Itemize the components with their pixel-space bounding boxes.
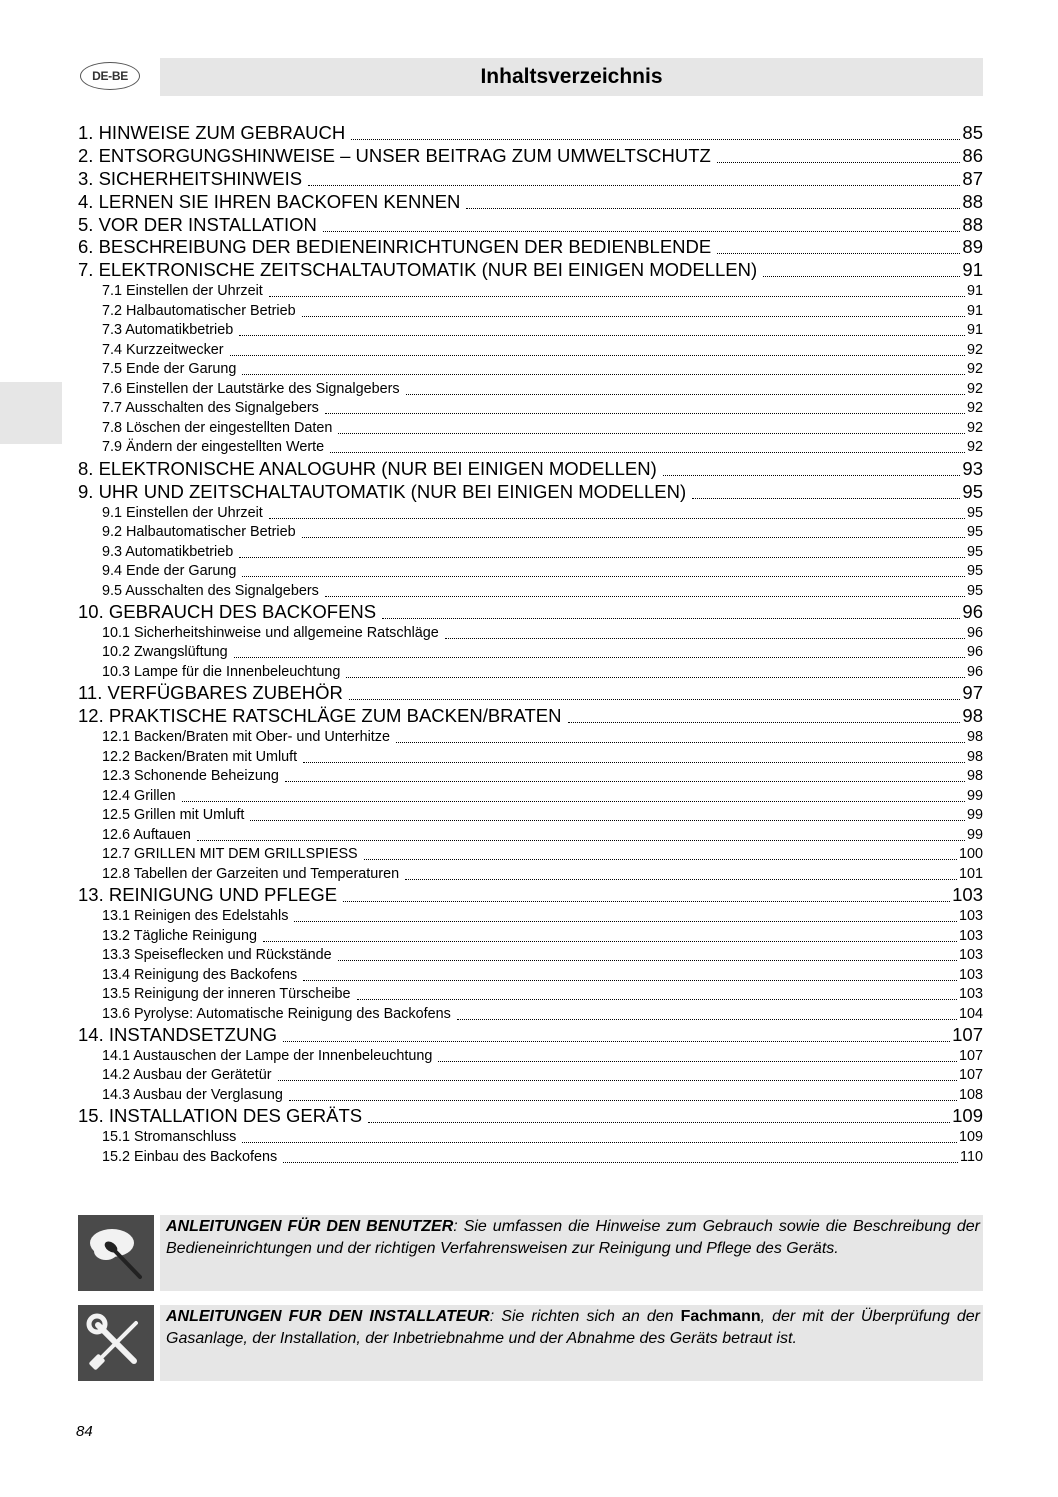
toc-entry-title: 9.2 Halbautomatischer Betrieb — [102, 524, 296, 541]
toc-page-number: 95 — [966, 524, 983, 541]
toc-leader-dots — [364, 845, 957, 860]
toc-entry-title: 13.1 Reinigen des Edelstahls — [102, 908, 289, 925]
toc-section[interactable] — [78, 360, 983, 380]
toc-entry-title: 7.5 Ende der Garung — [102, 361, 237, 378]
toc-leader-dots — [343, 884, 950, 902]
toc-leader-dots — [346, 663, 965, 678]
toc-chapter[interactable] — [78, 481, 983, 504]
toc-page-number: 85 — [962, 122, 983, 143]
toc-chapter[interactable] — [78, 214, 983, 237]
toc-section[interactable] — [78, 1086, 983, 1106]
toc-section[interactable] — [78, 523, 983, 543]
toc-leader-dots — [230, 341, 965, 356]
toc-section[interactable] — [78, 582, 983, 602]
toc-entry-title: 5. VOR DER INSTALLATION — [78, 213, 317, 235]
page-title-text: Inhaltsverzeichnis — [480, 65, 663, 88]
side-tab-marker — [0, 382, 62, 444]
toc-entry-title: 4. LERNEN SIE IHREN BACKOFEN KENNEN — [78, 190, 461, 212]
toc-section[interactable] — [78, 341, 983, 361]
toc-page-number: 96 — [966, 663, 983, 680]
toc-entry-title: 6. BESCHREIBUNG DER BEDIENEINRICHTUNGEN DER BEDIENBLENDE — [78, 236, 712, 258]
toc-entry-title: 12.8 Tabellen der Garzeiten und Temperaturen — [102, 865, 400, 882]
toc-page-number: 107 — [952, 1024, 983, 1046]
toc-leader-dots — [717, 236, 960, 254]
toc-entry-title: 2. ENTSORGUNGSHINWEISE – UNSER BEITRAG ZUM UMWELTSCHUTZ — [78, 144, 711, 166]
toc-page-number: 103 — [958, 966, 983, 983]
toc-page-number: 103 — [958, 908, 983, 925]
toc-entry-title: 12.5 Grillen mit Umluft — [102, 807, 245, 824]
toc-leader-dots — [303, 966, 957, 981]
toc-entry-title: 15. INSTALLATION DES GERÄTS — [78, 1105, 363, 1127]
toc-entry-title: 7.1 Einstellen der Uhrzeit — [102, 283, 263, 300]
toc-page-number: 98 — [962, 705, 983, 727]
toc-page-number: 93 — [962, 457, 983, 479]
toc-entry-title: 12.2 Backen/Braten mit Umluft — [102, 748, 298, 765]
toc-page-number: 95 — [962, 480, 983, 502]
toc-leader-dots — [303, 748, 965, 763]
toc-page-number: 98 — [966, 729, 983, 746]
toc-entry-title: 12.7 GRILLEN MIT DEM GRILLSPIESS — [102, 846, 358, 863]
user-instructions-body: : Sie umfassen die Hinweise zum Gebrauch sowie die Beschreibung der Bedieneinrichtungen und der richtigen Verfahrensweisen zur Reinigung und Pflege des Geräts. — [166, 1218, 981, 1257]
toc-leader-dots — [717, 145, 961, 163]
toc-section[interactable] — [78, 865, 983, 885]
toc-section[interactable] — [78, 806, 983, 826]
toc-leader-dots — [302, 523, 965, 538]
toc-entry-title: 14.2 Ausbau der Gerätetür — [102, 1067, 272, 1084]
toc-entry-title: 7.9 Ändern der eingestellten Werte — [102, 439, 325, 456]
toc-page-number: 103 — [952, 884, 983, 906]
toc-entry-title: 12.3 Schonende Beheizung — [102, 768, 279, 785]
toc-page-number: 97 — [962, 682, 983, 704]
toc-section[interactable] — [78, 419, 983, 439]
table-of-contents — [78, 122, 983, 1167]
toc-chapter[interactable] — [78, 601, 983, 624]
toc-entry-title: 14.1 Austauschen der Lampe der Innenbeleuchtung — [102, 1047, 433, 1064]
toc-page-number: 98 — [966, 748, 983, 765]
toc-section[interactable] — [78, 438, 983, 458]
toc-page-number: 107 — [958, 1067, 983, 1084]
toc-leader-dots — [294, 907, 957, 922]
toc-page-number: 92 — [966, 439, 983, 456]
toc-leader-dots — [466, 191, 960, 209]
toc-leader-dots — [438, 1047, 957, 1062]
toc-entry-title: 13.2 Tägliche Reinigung — [102, 927, 257, 944]
page-title — [160, 58, 983, 96]
toc-entry-title: 10.1 Sicherheitshinweise und allgemeine Ratschläge — [102, 624, 439, 641]
toc-leader-dots — [283, 1024, 950, 1042]
toc-page-number: 92 — [966, 400, 983, 417]
toc-page-number: 99 — [966, 826, 983, 843]
toc-leader-dots — [239, 543, 965, 558]
toc-page-number: 100 — [958, 846, 983, 863]
toc-section[interactable] — [78, 643, 983, 663]
toc-section[interactable] — [78, 302, 983, 322]
toc-entry-title: 13.6 Pyrolyse: Automatische Reinigung des Backofens — [102, 1005, 451, 1022]
toc-entry-title: 9.5 Ausschalten des Signalgebers — [102, 582, 319, 599]
toc-chapter[interactable] — [78, 191, 983, 214]
toc-page-number: 91 — [966, 283, 983, 300]
installer-instructions-text — [160, 1305, 983, 1381]
toc-leader-dots — [197, 826, 965, 841]
toc-section[interactable] — [78, 845, 983, 865]
toc-entry-title: 7.7 Ausschalten des Signalgebers — [102, 400, 319, 417]
toc-section[interactable] — [78, 504, 983, 524]
toc-page-number: 110 — [960, 1148, 983, 1165]
toc-page-number: 91 — [962, 259, 983, 281]
toc-section[interactable] — [78, 907, 983, 927]
toc-page-number: 95 — [966, 543, 983, 560]
user-instructions-text — [160, 1215, 983, 1291]
toc-section[interactable] — [78, 728, 983, 748]
toc-entry-title: 7.3 Automatikbetrieb — [102, 322, 234, 339]
toc-section[interactable] — [78, 946, 983, 966]
toc-section[interactable] — [78, 767, 983, 787]
toc-leader-dots — [330, 438, 965, 453]
toc-page-number: 89 — [962, 236, 983, 258]
toc-leader-dots — [234, 643, 965, 658]
toc-leader-dots — [663, 458, 961, 476]
toc-page-number: 109 — [958, 1129, 983, 1146]
toc-entry-title: 12.6 Auftauen — [102, 826, 191, 843]
toc-chapter[interactable] — [78, 1024, 983, 1047]
toc-section[interactable] — [78, 1066, 983, 1086]
toc-leader-dots — [338, 419, 965, 434]
toc-page-number: 88 — [962, 190, 983, 212]
toc-entry-title: 14. INSTANDSETZUNG — [78, 1024, 278, 1046]
toc-entry-title: 7.8 Löschen der eingestellten Daten — [102, 419, 333, 436]
toc-entry-title: 12. PRAKTISCHE RATSCHLÄGE ZUM BACKEN/BRATEN — [78, 705, 562, 727]
toc-section[interactable] — [78, 1047, 983, 1067]
toc-page-number: 91 — [966, 322, 983, 339]
toc-leader-dots — [357, 985, 957, 1000]
installer-instructions-body-2: , der mit der Überprüfung der Gasanlage, der Installation, der Inbetriebnahme und der Abnahme des Geräts betraut ist. — [166, 1308, 980, 1347]
wrench-screwdriver-icon — [78, 1305, 154, 1381]
toc-section[interactable] — [78, 663, 983, 683]
toc-entry-title: 7.4 Kurzzeitwecker — [102, 341, 224, 358]
toc-page-number: 95 — [966, 563, 983, 580]
toc-page-number: 98 — [966, 768, 983, 785]
toc-leader-dots — [182, 787, 965, 802]
toc-page-number: 104 — [958, 1005, 983, 1022]
toc-entry-title: 8. ELEKTRONISCHE ANALOGUHR (NUR BEI EINIGEN MODELLEN) — [78, 457, 657, 479]
toc-page-number: 96 — [966, 644, 983, 661]
toc-chapter[interactable] — [78, 236, 983, 259]
toc-section[interactable] — [78, 1005, 983, 1025]
toc-leader-dots — [351, 122, 960, 140]
toc-entry-title: 10. GEBRAUCH DES BACKOFENS — [78, 601, 377, 623]
toc-page-number: 92 — [966, 419, 983, 436]
toc-page-number: 99 — [966, 787, 983, 804]
toc-entry-title: 3. SICHERHEITSHINWEIS — [78, 167, 303, 189]
user-instructions-note — [78, 1215, 983, 1291]
toc-entry-title: 9.1 Einstellen der Uhrzeit — [102, 504, 263, 521]
installer-instructions-note — [78, 1305, 983, 1381]
toc-chapter[interactable] — [78, 682, 983, 705]
toc-leader-dots — [285, 767, 965, 782]
toc-page-number: 91 — [966, 302, 983, 319]
toc-chapter[interactable] — [78, 259, 983, 282]
toc-leader-dots — [269, 282, 965, 297]
installer-instructions-body-1: : Sie richten sich an den — [489, 1308, 681, 1325]
toc-chapter[interactable] — [78, 122, 983, 145]
toc-section[interactable] — [78, 1148, 983, 1168]
toc-page-number: 101 — [958, 865, 983, 882]
toc-chapter[interactable] — [78, 168, 983, 191]
toc-page-number: 86 — [962, 144, 983, 166]
toc-entry-title: 7.2 Halbautomatischer Betrieb — [102, 302, 296, 319]
toc-section[interactable] — [78, 927, 983, 947]
toc-leader-dots — [368, 1105, 950, 1123]
spoon-icon — [78, 1215, 154, 1291]
toc-section[interactable] — [78, 985, 983, 1005]
toc-leader-dots — [457, 1005, 957, 1020]
toc-page-number: 109 — [952, 1105, 983, 1127]
toc-section[interactable] — [78, 624, 983, 644]
toc-entry-title: 7. ELEKTRONISCHE ZEITSCHALTAUTOMATIK (NUR BEI EINIGEN MODELLEN) — [78, 259, 758, 281]
toc-entry-title: 10.3 Lampe für die Innenbeleuchtung — [102, 663, 341, 680]
toc-leader-dots — [405, 865, 957, 880]
toc-chapter[interactable] — [78, 145, 983, 168]
toc-leader-dots — [289, 1086, 957, 1101]
toc-entry-title: 7.6 Einstellen der Lautstärke des Signalgebers — [102, 380, 400, 397]
toc-page-number: 96 — [962, 601, 983, 623]
toc-leader-dots — [263, 927, 957, 942]
toc-page-number: 103 — [958, 927, 983, 944]
toc-page-number: 95 — [966, 582, 983, 599]
toc-page-number: 96 — [966, 624, 983, 641]
toc-entry-title: 14.3 Ausbau der Verglasung — [102, 1086, 283, 1103]
toc-leader-dots — [242, 562, 965, 577]
toc-page-number: 107 — [958, 1047, 983, 1064]
page-number: 84 — [76, 1423, 93, 1440]
installer-instructions-heading: ANLEITUNGEN FUR DEN INSTALLATEUR — [166, 1308, 490, 1325]
toc-leader-dots — [445, 624, 965, 639]
toc-page-number: 95 — [966, 504, 983, 521]
toc-section[interactable] — [78, 1128, 983, 1148]
toc-entry-title: 15.1 Stromanschluss — [102, 1129, 237, 1146]
toc-entry-title: 12.1 Backen/Braten mit Ober- und Unterhitze — [102, 729, 390, 746]
toc-section[interactable] — [78, 543, 983, 563]
toc-section[interactable] — [78, 321, 983, 341]
toc-section[interactable] — [78, 399, 983, 419]
toc-leader-dots — [349, 682, 961, 700]
toc-leader-dots — [283, 1148, 958, 1163]
toc-chapter[interactable] — [78, 705, 983, 728]
toc-leader-dots — [242, 1128, 957, 1143]
toc-leader-dots — [406, 380, 965, 395]
toc-leader-dots — [323, 214, 961, 232]
toc-entry-title: 13.5 Reinigung der inneren Türscheibe — [102, 986, 351, 1003]
toc-leader-dots — [242, 360, 965, 375]
toc-entry-title: 1. HINWEISE ZUM GEBRAUCH — [78, 122, 346, 143]
toc-entry-title: 15.2 Einbau des Backofens — [102, 1148, 278, 1165]
toc-entry-title: 9.3 Automatikbetrieb — [102, 543, 234, 560]
toc-page-number: 99 — [966, 807, 983, 824]
language-badge: DE-BE — [80, 62, 140, 90]
toc-leader-dots — [269, 504, 965, 519]
toc-entry-title: 12.4 Grillen — [102, 787, 176, 804]
user-instructions-heading: ANLEITUNGEN FÜR DEN BENUTZER — [166, 1218, 454, 1235]
toc-leader-dots — [396, 728, 965, 743]
toc-page-number: 92 — [966, 361, 983, 378]
toc-section[interactable] — [78, 380, 983, 400]
toc-leader-dots — [338, 946, 957, 961]
toc-entry-title: 13. REINIGUNG UND PFLEGE — [78, 884, 338, 906]
toc-leader-dots — [692, 481, 960, 499]
toc-page-number: 87 — [962, 167, 983, 189]
toc-leader-dots — [325, 399, 965, 414]
toc-entry-title: 11. VERFÜGBARES ZUBEHÖR — [78, 682, 343, 704]
toc-leader-dots — [278, 1066, 957, 1081]
toc-leader-dots — [239, 321, 965, 336]
toc-leader-dots — [302, 302, 965, 317]
toc-entry-title: 13.3 Speiseflecken und Rückstände — [102, 947, 332, 964]
toc-page-number: 108 — [958, 1086, 983, 1103]
toc-section[interactable] — [78, 826, 983, 846]
toc-entry-title: 9. UHR UND ZEITSCHALTAUTOMATIK (NUR BEI EINIGEN MODELLEN) — [78, 480, 687, 502]
toc-entry-title: 10.2 Zwangslüftung — [102, 644, 228, 661]
toc-leader-dots — [382, 601, 960, 619]
toc-section[interactable] — [78, 562, 983, 582]
toc-leader-dots — [250, 806, 965, 821]
toc-leader-dots — [325, 582, 965, 597]
toc-leader-dots — [763, 259, 960, 277]
toc-page-number: 92 — [966, 341, 983, 358]
toc-section[interactable] — [78, 282, 983, 302]
toc-section[interactable] — [78, 748, 983, 768]
toc-page-number: 88 — [962, 213, 983, 235]
toc-entry-title: 13.4 Reinigung des Backofens — [102, 966, 298, 983]
toc-leader-dots — [308, 168, 960, 186]
installer-instructions-highlight: Fachmann — [680, 1308, 761, 1325]
toc-entry-title: 9.4 Ende der Garung — [102, 563, 237, 580]
toc-chapter[interactable] — [78, 458, 983, 481]
toc-page-number: 103 — [958, 986, 983, 1003]
toc-section[interactable] — [78, 787, 983, 807]
toc-page-number: 92 — [966, 380, 983, 397]
toc-chapter[interactable] — [78, 884, 983, 907]
toc-section[interactable] — [78, 966, 983, 986]
toc-page-number: 103 — [958, 947, 983, 964]
toc-chapter[interactable] — [78, 1105, 983, 1128]
toc-leader-dots — [568, 705, 961, 723]
